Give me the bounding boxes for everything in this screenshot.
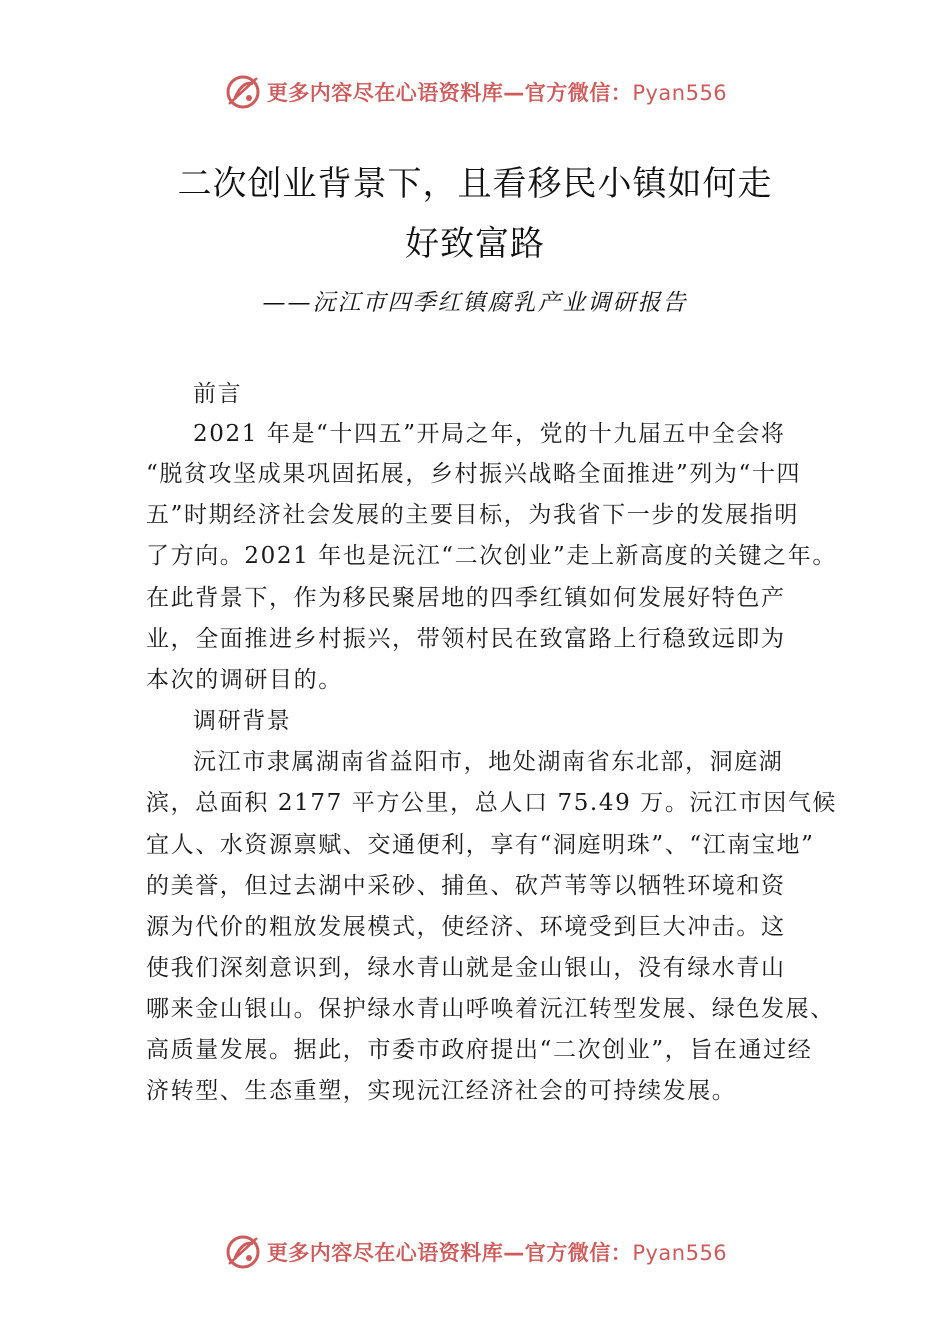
body-line: 源为代价的粗放发展模式，使经济、环境受到巨大冲击。这: [146, 914, 786, 940]
body-line: 五”时期经济社会发展的主要目标，为我省下一步的发展指明: [146, 502, 799, 528]
watermark-footer: [0, 1230, 950, 1274]
body-line: 2021 年是“十四五”开局之年，党的十九届五中全会将: [193, 421, 786, 447]
document-title-line-2: 好致富路: [405, 224, 545, 264]
body-line: 高质量发展。据此，市委市政府提出“二次创业”，旨在通过经: [146, 1037, 813, 1063]
section-heading-background: 调研背景: [193, 708, 292, 734]
document-subtitle: ——沅江市四季红镇腐乳产业调研报告: [262, 290, 688, 316]
watermark-logo-icon: [223, 1232, 263, 1272]
section-heading-preface: 前言: [193, 381, 243, 407]
body-line: 的美誉，但过去湖中采砂、捕鱼、砍芦苇等以牺牲环境和资: [146, 873, 786, 899]
watermark-header: [0, 70, 950, 114]
body-line: 哪来金山银山。保护绿水青山呼唤着沅江转型发展、绿色发展、: [146, 996, 835, 1022]
watermark-logo-icon: [223, 72, 263, 112]
body-line: 宜人、水资源禀赋、交通便利，享有“洞庭明珠”、“江南宝地”: [146, 832, 815, 858]
body-line: 使我们深刻意识到，绿水青山就是金山银山，没有绿水青山: [146, 955, 786, 981]
body-line: 业，全面推进乡村振兴，带领村民在致富路上行稳致远即为: [146, 626, 786, 652]
watermark-text: 更多内容尽在心语资料库—官方微信：Pyan556: [266, 1241, 728, 1265]
body-line: 本次的调研目的。: [146, 667, 343, 693]
body-line: 济转型、生态重塑，实现沅江经济社会的可持续发展。: [146, 1078, 737, 1104]
watermark-handle: Pyan556: [632, 81, 728, 105]
watermark-handle: Pyan556: [632, 1241, 728, 1265]
body-line: 滨，总面积 2177 平方公里，总人口 75.49 万。沅江市因气候: [146, 790, 838, 816]
body-line: 了方向。2021 年也是沅江“二次创业”走上新高度的关键之年。: [146, 543, 837, 569]
body-line: “脱贫攻坚成果巩固拓展，乡村振兴战略全面推进”列为“十四: [146, 461, 802, 487]
document-title-line-1: 二次创业背景下，且看移民小镇如何走: [177, 164, 773, 204]
body-line: 在此背景下，作为移民聚居地的四季红镇如何发展好特色产: [146, 585, 786, 611]
body-line: 沅江市隶属湖南省益阳市，地处湖南省东北部，洞庭湖: [193, 749, 784, 775]
watermark-text: 更多内容尽在心语资料库—官方微信：Pyan556: [266, 81, 728, 105]
